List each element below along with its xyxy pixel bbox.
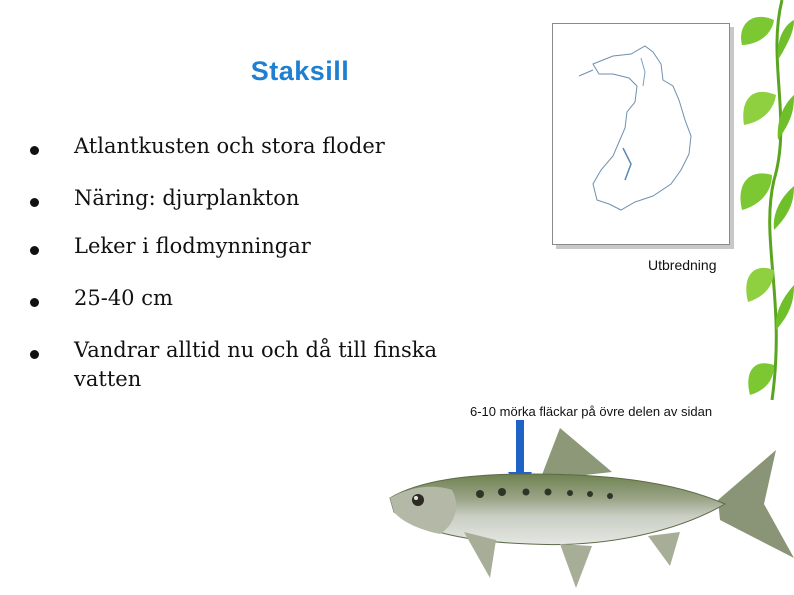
bullet-dot-icon [30,298,39,307]
distribution-map [552,23,730,245]
finland-map-icon [553,24,729,244]
map-caption: Utbredning [648,257,717,273]
bullet-text: Vandrar alltid nu och då till finska vatten [74,338,438,391]
bullet-dot-icon [30,246,39,255]
shad-fish-illustration [380,420,794,595]
slide-title: Staksill [250,56,350,86]
bullet-text: 25-40 cm [74,286,173,310]
spots-caption: 6-10 mörka fläckar på övre delen av sidan [470,404,713,419]
bullet-text: Leker i flodmynningar [74,234,311,258]
bullet-dot-icon [30,146,39,155]
bullet-dot-icon [30,198,39,207]
bullet-dot-icon [30,350,39,359]
bullet-text: Atlantkusten och stora floder [74,134,385,158]
bullet-text: Näring: djurplankton [74,186,300,210]
